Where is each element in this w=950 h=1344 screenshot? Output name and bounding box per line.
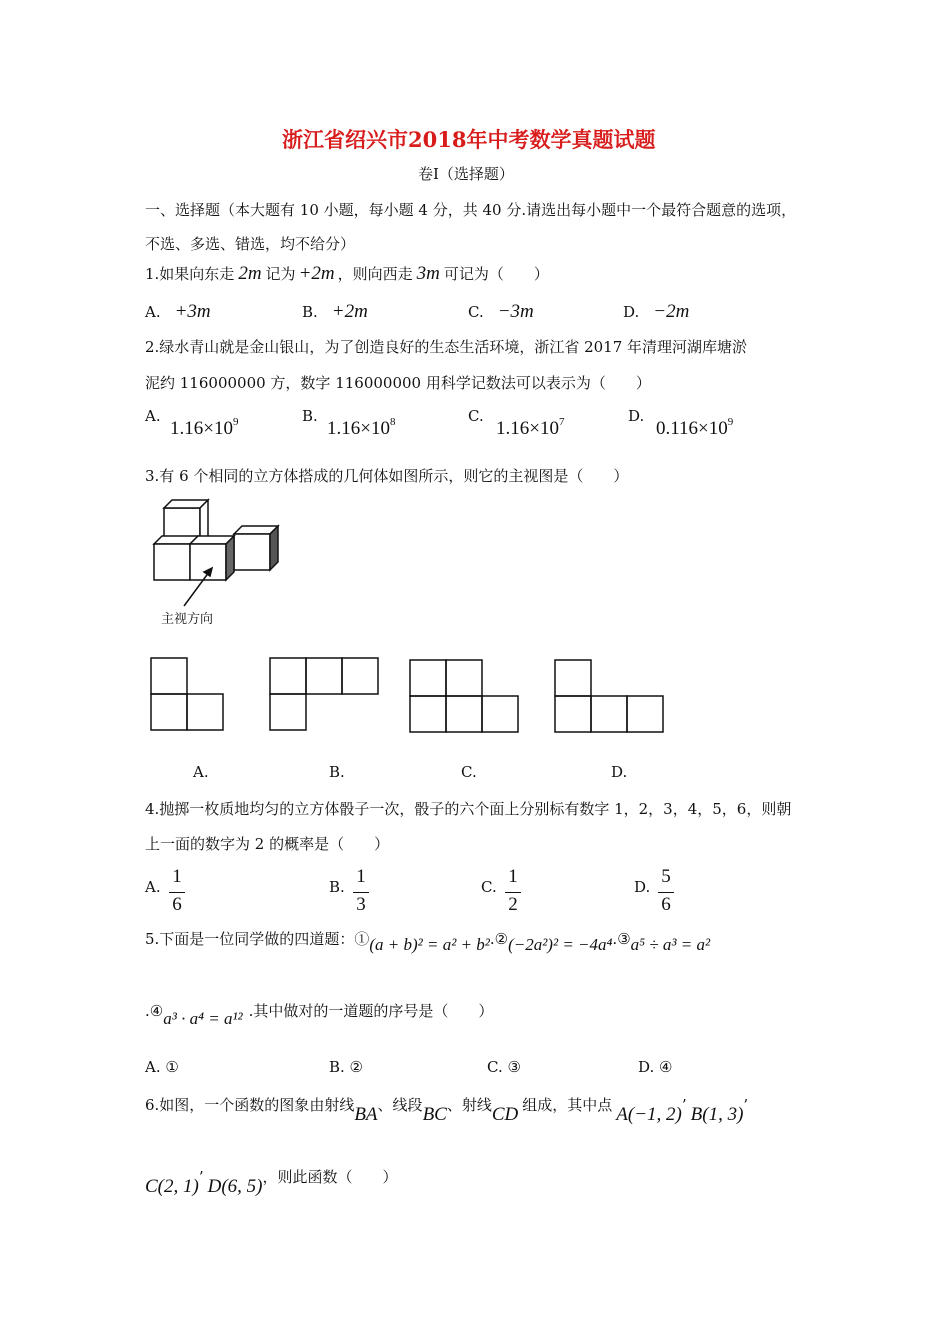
q3-option-d-figure[interactable] [554, 659, 664, 733]
q6-point-d: D(6, 5) [207, 1176, 263, 1197]
question-6-line1 [145, 1094, 749, 1125]
option-value [327, 418, 395, 440]
option-value: +3m [174, 301, 211, 322]
q1-option-b[interactable] [302, 301, 368, 323]
q4-option-a[interactable] [145, 866, 205, 916]
option-value [496, 418, 564, 440]
q1-option-a[interactable] [145, 301, 211, 323]
option-letter: A. [145, 407, 161, 425]
q5-option-d[interactable]: D. ④ [638, 1058, 673, 1076]
question-1 [145, 263, 549, 285]
q6-text: 、线段 [377, 1096, 423, 1114]
q5-expression-4: a³ · a⁴ = a¹² [163, 1009, 243, 1028]
q4-line1: 4.抛掷一枚质地均匀的立方体骰子一次，骰子的六个面上分别标有数字 1，2，3，4，5，6，则朝 [145, 800, 792, 818]
q1-text: 可记为（ ） [443, 265, 549, 283]
denominator: 6 [172, 894, 182, 915]
q5-expression-3: a⁵ ÷ a³ = a² [630, 935, 711, 954]
section-instruction-line2: 不选、多选、错选，均不给分） [145, 235, 356, 253]
option-value: −2m [653, 301, 690, 322]
q2-line2: 泥约 116000000 方，数字 116000000 用科学记数法可以表示为（ ） [145, 374, 651, 392]
q4-option-c[interactable] [481, 866, 541, 916]
q3-option-a-label[interactable]: A. [193, 763, 209, 781]
q5-text: 5.下面是一位同学做的四道题：① [145, 930, 370, 948]
option-letter: A. [145, 303, 161, 321]
question-5-line2 [145, 1000, 494, 1028]
option-letter: C. [468, 303, 484, 321]
q6-text: 组成，其中点 [522, 1096, 613, 1114]
q1-text: 1.如果向东走 [145, 265, 235, 283]
option-letter: A. [145, 878, 161, 896]
option-letter: C. [481, 878, 497, 896]
q6-comma: ’ [743, 1096, 749, 1114]
q1-math: +2m [298, 263, 335, 284]
q6-text: 、射线 [446, 1096, 492, 1114]
q3-option-c-figure[interactable] [409, 659, 519, 733]
q5-expression-2: (−2a²)² = −4a⁴ [508, 935, 613, 954]
numerator: 1 [356, 866, 366, 887]
q6-comma: ’ [198, 1168, 204, 1186]
q3-option-a-figure[interactable] [150, 657, 224, 731]
option-letter: D. [623, 303, 640, 321]
numerator: 5 [661, 866, 671, 887]
q2-line1: 2.绿水青山就是金山银山，为了创造良好的生态生活环境，浙江省 2017 年清理河湖库塘淤 [145, 338, 748, 356]
option-letter: D. [628, 407, 645, 425]
q5-separator: .④ [145, 1002, 164, 1020]
q6-text: ，则此函数（ ） [262, 1168, 398, 1186]
option-letter: C. [468, 407, 484, 425]
option-value [656, 418, 733, 440]
q1-option-d[interactable] [623, 301, 689, 323]
question-6-line2 [145, 1166, 398, 1197]
q1-math: 3m [416, 263, 440, 284]
option-letter: B. [302, 407, 318, 425]
q4-option-d[interactable] [634, 866, 694, 916]
section-instruction-line1: 一、选择题（本大题有 10 小题，每小题 4 分，共 40 分.请选出每小题中一个最符合题意的选项， [145, 201, 797, 219]
q6-comma: ’ [681, 1096, 687, 1114]
view-direction-label: 主视方向 [161, 612, 214, 627]
numerator: 1 [172, 866, 182, 887]
q5-separator: .③ [612, 930, 631, 948]
sci-base: 1.16×10 [327, 418, 390, 439]
sci-exponent: 9 [232, 416, 239, 428]
q6-point-c: C(2, 1) [145, 1176, 199, 1197]
q3-option-b-label[interactable]: B. [329, 763, 345, 781]
q6-point-b: B(1, 3) [690, 1104, 744, 1125]
sci-exponent: 9 [727, 416, 734, 428]
sci-base: 0.116×10 [656, 418, 728, 439]
option-value: +2m [331, 301, 368, 322]
sci-exponent: 8 [389, 416, 396, 428]
option-letter: B. [302, 303, 318, 321]
q1-text: ，则向西走 [337, 265, 413, 283]
q6-ray-cd: CD [491, 1104, 519, 1125]
q6-ray-ba: BA [354, 1104, 378, 1125]
q5-option-b[interactable]: B. ② [329, 1058, 364, 1076]
q5-option-a[interactable]: A. ① [145, 1058, 179, 1076]
option-value: −3m [497, 301, 534, 322]
q1-math: 2m [238, 263, 262, 284]
option-value [170, 418, 238, 440]
numerator: 1 [508, 866, 518, 887]
option-letter: B. [329, 878, 345, 896]
option-letter: D. [634, 878, 651, 896]
q6-segment-bc: BC [422, 1104, 447, 1125]
denominator: 6 [661, 894, 671, 915]
q6-point-a: A(−1, 2) [616, 1104, 682, 1125]
sci-base: 1.16×10 [170, 418, 233, 439]
q3-text: 3.有 6 个相同的立方体搭成的几何体如图所示，则它的主视图是（ ） [145, 467, 629, 485]
denominator: 3 [356, 894, 366, 915]
q5-option-c[interactable]: C. ③ [487, 1058, 521, 1076]
q1-option-c[interactable] [468, 301, 534, 323]
question-5-line1 [145, 928, 711, 954]
subtitle: 卷Ⅰ（选择题） [418, 165, 514, 183]
sci-base: 1.16×10 [496, 418, 559, 439]
denominator: 2 [508, 894, 518, 915]
q5-expression-1: (a + b)² = a² + b² [369, 935, 490, 954]
q5-separator: .② [489, 930, 509, 948]
q4-line2: 上一面的数字为 2 的概率是（ ） [145, 835, 390, 853]
q1-text: 记为 [265, 265, 296, 283]
page-title: 浙江省绍兴市2018年中考数学真题试题 [282, 127, 656, 152]
q6-text: 6.如图，一个函数的图象由射线 [145, 1096, 355, 1114]
q3-option-b-figure[interactable] [269, 657, 379, 731]
q4-option-b[interactable] [329, 866, 389, 916]
q5-text: .其中做对的一道题的序号是（ ） [248, 1002, 494, 1020]
sci-exponent: 7 [558, 416, 565, 428]
q3-option-d-label[interactable]: D. [611, 763, 628, 781]
q3-option-c-label[interactable]: C. [461, 763, 477, 781]
